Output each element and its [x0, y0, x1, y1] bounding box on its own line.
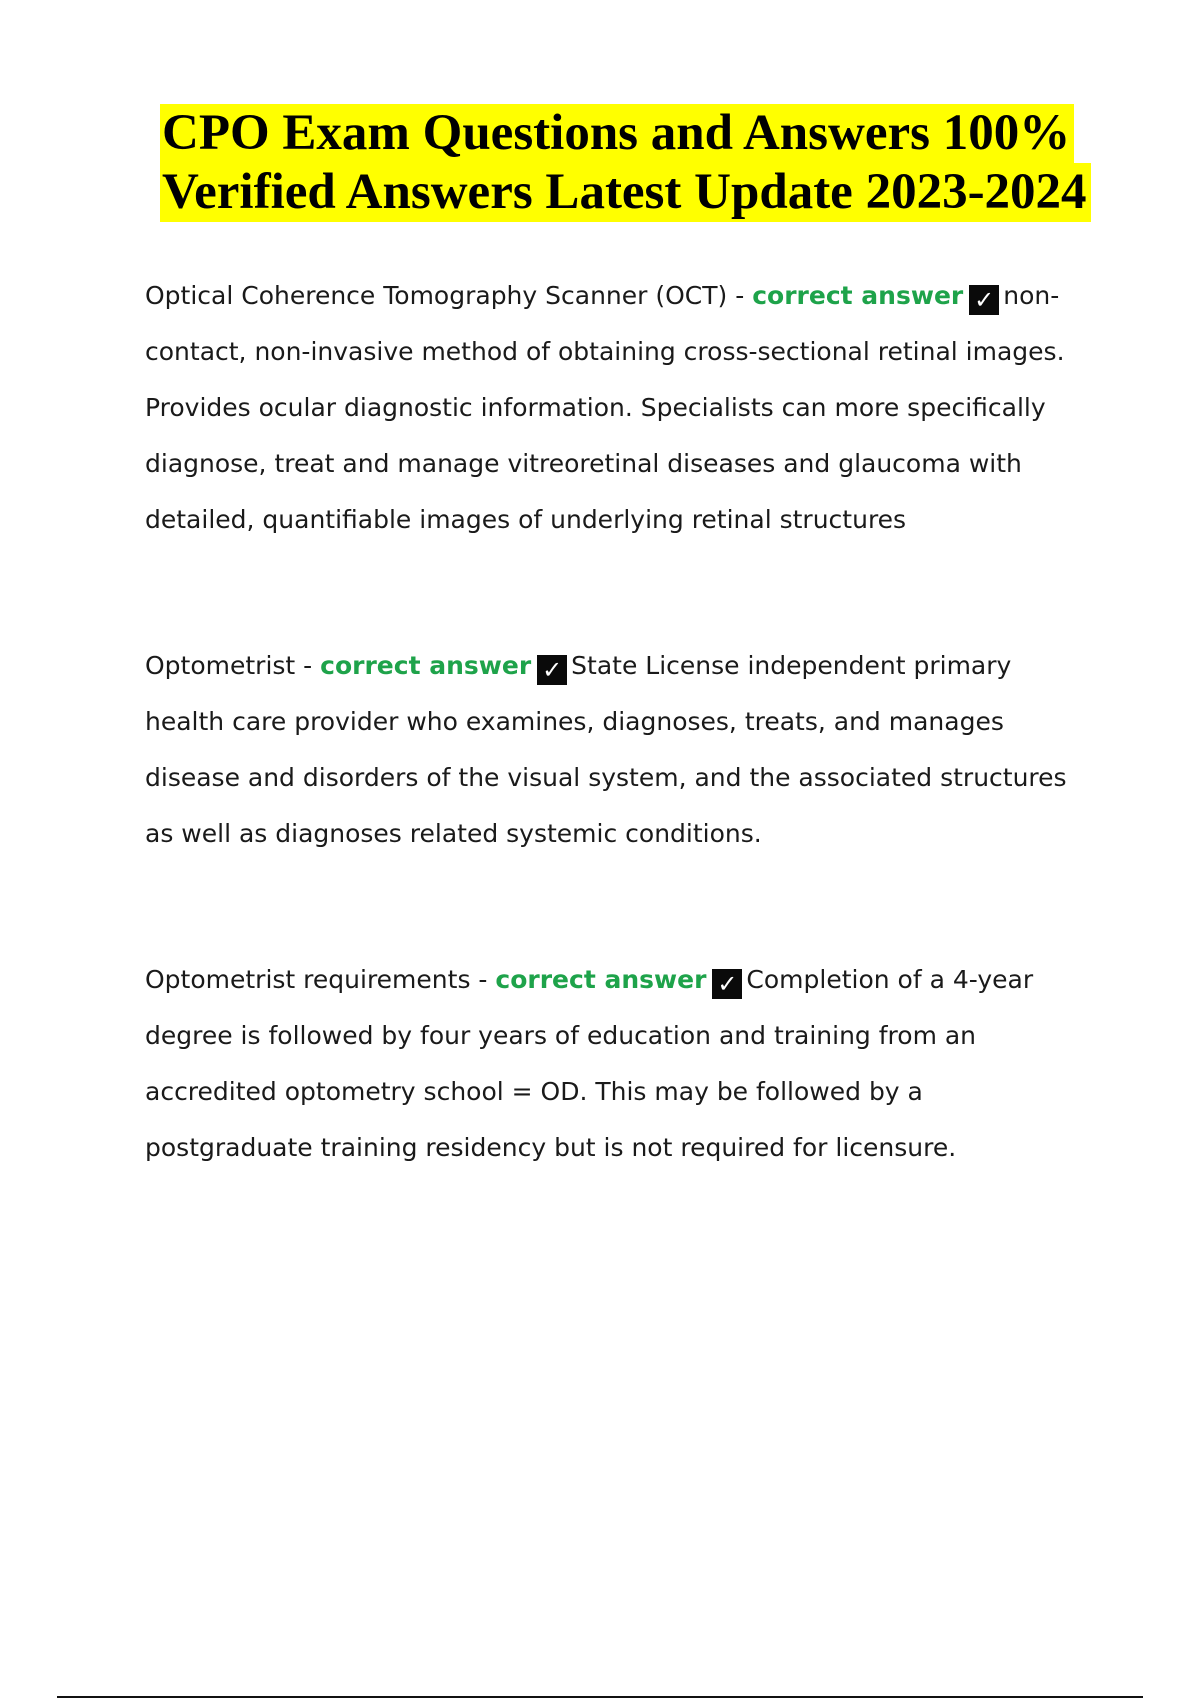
check-box-icon: ✓	[537, 655, 567, 685]
qa-entry-optometrist-requirements	[145, 952, 1095, 1176]
qa-entry-optometrist	[145, 638, 1095, 862]
entry-answer: State License independent primary health care provider who examines, diagnoses, treats, and manages disease and disorders of the visual system, and the associated structures as well as diagnoses related systemic conditions.	[145, 651, 1067, 848]
entry-separator: -	[295, 651, 321, 680]
title-line-2: Verified Answers Latest Update 2023-2024	[160, 163, 1091, 222]
entry-answer: non-contact, non-invasive method of obtaining cross-sectional retinal images. Provides ocular diagnostic information. Specialists can more specifically diagnose, treat and manage vitreoretinal diseases and glaucoma with detailed, quantifiable images of underlying retinal structures	[145, 281, 1065, 534]
entry-term: Optometrist	[145, 651, 296, 680]
check-box-icon: ✓	[969, 285, 999, 315]
qa-entry-oct	[145, 268, 1095, 548]
entry-term: Optometrist requirements	[145, 965, 471, 994]
correct-answer-label: correct answer	[320, 651, 532, 680]
correct-answer-label: correct answer	[752, 281, 964, 310]
page-title	[160, 104, 1120, 222]
entry-term: Optical Coherence Tomography Scanner (OCT)	[145, 281, 728, 310]
entry-separator: -	[727, 281, 753, 310]
footer-divider	[57, 1696, 1143, 1698]
title-line-1: CPO Exam Questions and Answers 100%	[160, 104, 1074, 163]
entry-separator: -	[470, 965, 496, 994]
check-box-icon: ✓	[712, 969, 742, 999]
correct-answer-label: correct answer	[495, 965, 707, 994]
entry-answer: Completion of a 4-year degree is followed by four years of education and training from an accredited optometry school = OD. This may be followed by a postgraduate training residency but is not required for licensure.	[145, 965, 1034, 1162]
